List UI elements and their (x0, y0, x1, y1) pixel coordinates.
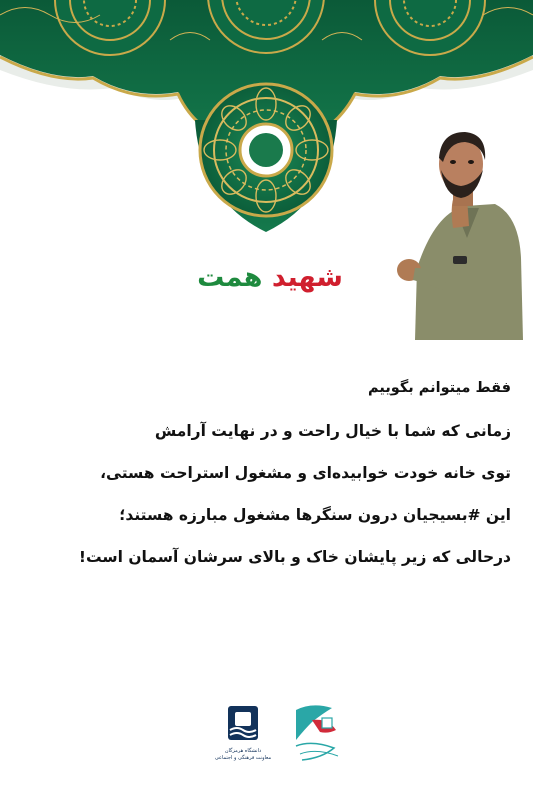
title-name: همت (197, 262, 263, 293)
university-caption (203, 748, 283, 762)
poster-title (150, 262, 390, 293)
quote-line: توی خانه خودت خوابیده‌ای و مشغول استراحت هستی، (100, 464, 511, 482)
university-dept: معاونت فرهنگی و اجتماعی (214, 755, 272, 761)
quote-block (20, 380, 511, 590)
quote-line: درحالی که زیر پایشان خاک و بالای سرشان آسمان است! (78, 548, 511, 566)
martyr-portrait (395, 118, 525, 340)
quote-intro: فقط میتوانم بگوییم (368, 380, 511, 396)
quote-line: این #بسیجیان درون سنگرها مشغول مبارزه هستند؛ (119, 506, 511, 524)
title-prefix: شهید (271, 262, 343, 293)
calligraphy-logo (282, 700, 352, 772)
university-name: دانشگاه هرمزگان (224, 748, 262, 754)
university-logo (208, 704, 278, 776)
quote-line: زمانی که شما با خیال راحت و در نهایت آرامش (154, 422, 511, 440)
